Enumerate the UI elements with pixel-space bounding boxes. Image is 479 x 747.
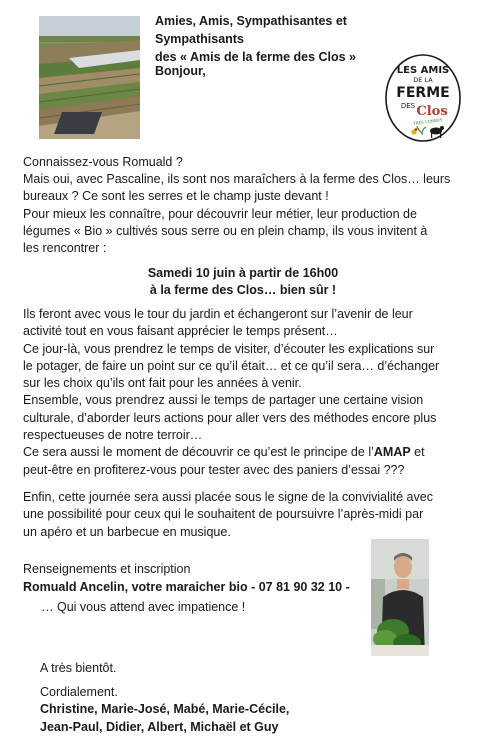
amap-keyword: AMAP <box>373 445 411 460</box>
farm-field-photo <box>39 16 140 139</box>
amap-line-2: peut-être en profiterez-vous pour tester avec des paniers d’essai ??? <box>23 462 405 477</box>
logo-text-tag: TRES CONNUS <box>413 117 443 127</box>
closing-line-1: A très bientôt. <box>40 661 117 675</box>
heading-line-1: Amies, Amis, Sympathisantes et Sympathisants <box>155 14 347 46</box>
intro-paragraph <box>23 154 463 257</box>
amap-text-before: Ce sera aussi le moment de découvrir ce qu’est le principe de l’ <box>23 445 374 460</box>
heading-line-2: des « Amis de la ferme des Clos » <box>155 50 357 64</box>
conviviality-paragraph <box>23 489 463 541</box>
details-line: activité tout en vous faisant apprécier le temps présent… <box>23 324 338 339</box>
signature-line-1: Christine, Marie-José, Mabé, Marie-Cécile, <box>40 702 290 716</box>
intro-line: Pour mieux les connaître, pour découvrir leur métier, leur production de <box>23 206 417 221</box>
logo-text-ferme: FERME <box>396 85 450 101</box>
details-line: Ce jour-là, vous prendrez le temps de visiter, d’écouter les explications sur <box>23 341 435 356</box>
closing-block <box>40 660 470 736</box>
intro-line: Connaissez-vous Romuald ? <box>23 155 183 169</box>
details-line: respectueuses de notre terroir… <box>23 428 203 443</box>
intro-line: Mais oui, avec Pascaline, ils sont nos maraîchers à la ferme des Clos… leurs <box>23 172 451 187</box>
logo-text-des: DES <box>400 102 416 110</box>
details-line: le potager, de faire un point sur ce qu’il était… et ce qu’il sera… d’échanger <box>23 358 440 373</box>
logo-text-de-la: DE LA <box>413 76 433 84</box>
logo-text-top: LES AMIS <box>396 65 450 76</box>
details-paragraph <box>23 306 463 479</box>
details-line: sur les choix qu’ils ont fait pour les années à venir. <box>23 376 302 391</box>
contact-tagline: … Qui vous attend avec impatience ! <box>41 600 246 614</box>
maraicher-portrait-photo <box>371 539 429 656</box>
logo-text-clos: Clos <box>416 104 448 119</box>
event-date: Samedi 10 juin à partir de 16h00 <box>147 266 339 280</box>
contact-label: Renseignements et inscription <box>23 562 191 576</box>
amap-text-after: et <box>410 445 425 460</box>
conviviality-line: Enfin, cette journée sera aussi placée sous le signe de la convivialité avec <box>23 490 433 504</box>
contact-block <box>23 560 373 616</box>
amap-line <box>23 444 463 461</box>
intro-line: légumes « Bio » cultivés sous serre ou en plein champ, ils vous invitent à <box>23 223 428 238</box>
contact-name-phone: Romuald Ancelin, votre maraicher bio - 07 81 90 32 10 - <box>23 580 350 594</box>
amis-ferme-des-clos-logo <box>384 53 462 143</box>
greeting: Bonjour, <box>155 64 206 78</box>
closing-line-2: Cordialement. <box>40 684 118 699</box>
details-line: Ensemble, vous prendrez aussi le temps de partager une certaine vision <box>23 393 424 408</box>
intro-line: les rencontrer : <box>23 241 107 256</box>
conviviality-line: une possibilité pour ceux qui le souhaitent de poursuivre l’après-midi par <box>23 507 424 522</box>
details-line: culturale, d’aborder leurs actions pour aller vers des méthodes encore plus <box>23 410 437 425</box>
intro-line: bureaux ? Ce sont les serres et le champ juste devant ! <box>23 189 329 204</box>
signature-line-2: Jean-Paul, Didier, Albert, Michaël et Guy <box>40 719 279 734</box>
conviviality-line: un apéro et un barbecue en musique. <box>23 524 231 539</box>
details-line: Ils feront avec vous le tour du jardin et échangeront sur l’avenir de leur <box>23 307 413 321</box>
event-location: à la ferme des Clos… bien sûr ! <box>149 283 337 297</box>
